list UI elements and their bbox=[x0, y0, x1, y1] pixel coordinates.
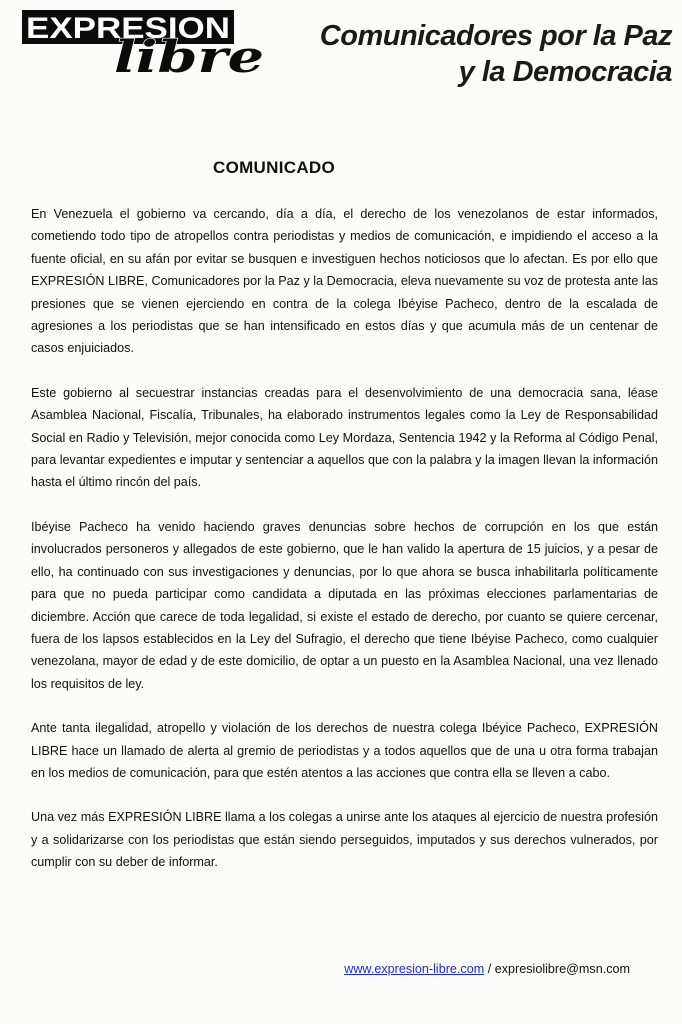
paragraph-1: En Venezuela el gobierno va cercando, día a día, el derecho de los venezolanos de estar informados, cometiendo todo tipo de atropellos contra periodistas y medios de comunicación, e impidiendo el acceso a la fuente oficial, en su afán por evitar se busquen e investiguen hechos noticiosos que lo afectan. Es por ello que EXPRESIÓN LIBRE, Comunicadores por la Paz y la Democracia, eleva nuevamente su voz de protesta ante las presiones que se vienen ejerciendo en contra de la colega Ibéyise Pacheco, dentro de la escalada de agresiones a los periodistas que se han intensificado en estos días y que acumula más de un centenar de casos enjuiciados. bbox=[31, 207, 658, 356]
organization-name-line-2: y la Democracia bbox=[458, 56, 672, 88]
document-title: COMUNICADO bbox=[213, 158, 335, 177]
paragraph-5: Una vez más EXPRESIÓN LIBRE llama a los colegas a unirse ante los ataques al ejercicio de nuestra profesión y a solidarizarse con los periodistas que están siendo perseguidos, imputados y sus derechos vulnerados, por cumplir con su deber de informar. bbox=[31, 810, 658, 870]
email-address[interactable]: expresiolibre@msn.com bbox=[494, 962, 630, 976]
organization-name bbox=[272, 18, 672, 90]
paragraph-3: Ibéyise Pacheco ha venido haciendo graves denuncias sobre hechos de corrupción en los que están involucrados personeros y allegados de este gobierno, que le han valido la apertura de 15 juicios, y a pesar de ello, ha continuado con sus investigaciones y denuncias, por lo que ahora se busca inhabilitarla políticamente para que no pueda participar como candidata a diputada en las próximas elecciones parlamentarias de diciembre. Acción que carece de toda legalidad, si existe el estado de derecho, por cuanto se quiere cercenar, fuera de los lapsos establecidos en la Ley del Sufragio, el derecho que tiene Ibéyise Pacheco, como cualquier venezolana, mayor de edad y de este domicilio, de optar a un puesto en la Asamblea Nacional, una vez llenado los requisitos de ley. bbox=[31, 519, 658, 691]
logo-top-word: EXPRESION bbox=[26, 12, 230, 45]
website-link[interactable]: www.expresion-libre.com bbox=[344, 962, 485, 976]
expresion-libre-logo bbox=[22, 10, 264, 82]
paragraph-4: Ante tanta ilegalidad, atropello y violación de los derechos de nuestra colega Ibéyice Pacheco, EXPRESIÓN LIBRE hace un llamado de alerta al gremio de periodistas y a todos aquellos que de una u otra forma trabajan en los medios de comunicación, para que estén atentos a las acciones que contra ella se lleven a cabo. bbox=[31, 721, 658, 780]
footer-contact bbox=[344, 962, 630, 976]
logo-script-word: libre bbox=[114, 32, 264, 82]
document-body bbox=[31, 203, 658, 896]
organization-name-line-1: Comunicadores por la Paz bbox=[319, 20, 672, 52]
paragraph-2: Este gobierno al secuestrar instancias creadas para el desenvolvimiento de una democracia sana, léase Asamblea Nacional, Fiscalía, Tribunales, ha elaborado instrumentos legales como la Ley de Responsabilidad Social en Radio y Televisión, mejor conocida como Ley Mordaza, Sentencia 1942 y la Reforma al Código Penal, para levantar expedientes e imputar y sentenciar a aquellos que con la palabra y la imagen llevan la información hasta el último rincón del país. bbox=[31, 385, 658, 490]
footer-separator: / bbox=[484, 962, 495, 976]
